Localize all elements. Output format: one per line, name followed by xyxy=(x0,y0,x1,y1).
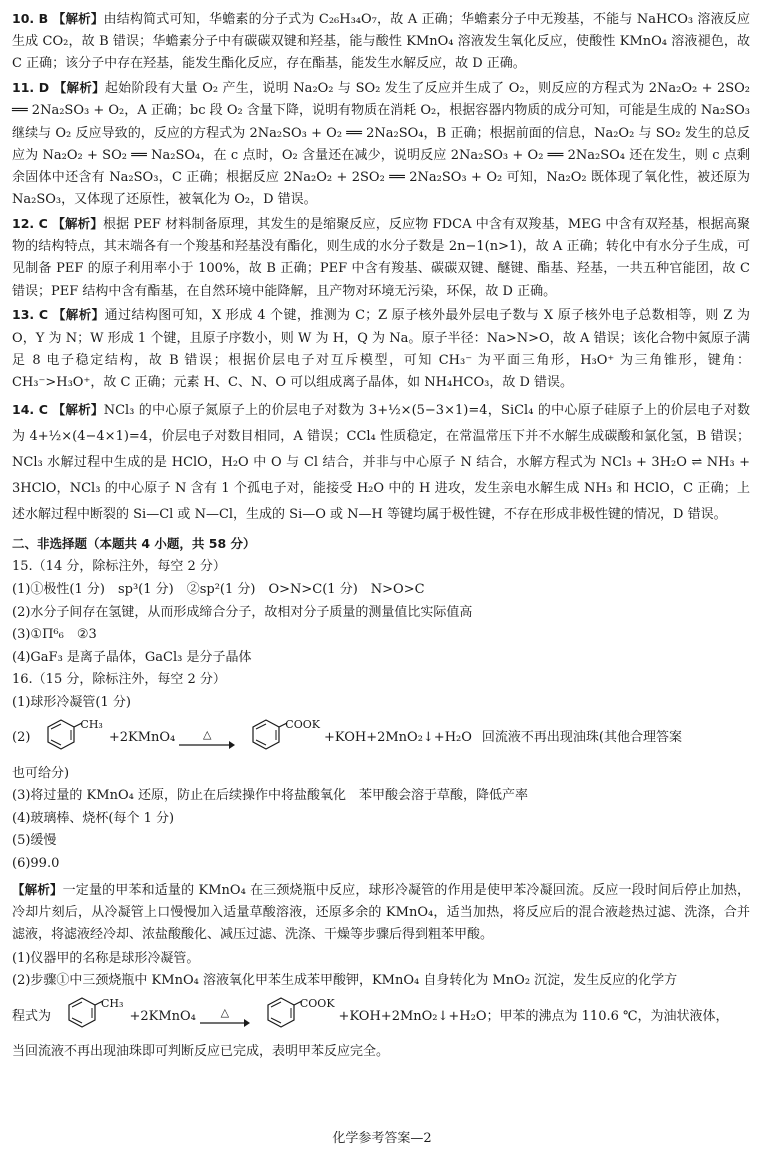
q16-analysis-1: (1)仪器甲的名称是球形冷凝管。 xyxy=(12,950,200,966)
heat-condition: △ xyxy=(203,727,212,741)
q16-analysis-text: 一定量的甲苯和适量的 KMnO₄ 在三颈烧瓶中反应，球形冷凝管的作用是使甲苯冷凝回流。反应一段时间后停止加热，冷却片刻后，从冷凝管上口慢慢加入适量草酸溶液，还原多余的 KMnO₄，适当加热，将反应后的混合液趁热过滤、洗涤，合并滤液，将滤液经冷却、浓盐酸酸化、减压过滤、洗涤、干燥等步骤后得到粗苯甲酸。 xyxy=(12,882,750,942)
eq2-reagent: +2KMnO₄ xyxy=(129,1008,196,1024)
answer-q11 xyxy=(12,77,750,211)
q16-line-4: (4)玻璃棒、烧杯(每个 1 分) xyxy=(12,810,175,826)
q16-line-5: (5)缓慢 xyxy=(12,833,57,849)
q15-line-3: (3)①Π⁶₆ ②3 xyxy=(12,627,97,643)
heat-condition-2: △ xyxy=(220,1005,230,1019)
q16-analysis-3: 当回流液不再出现油珠即可判断反应已完成，表明甲苯反应完全。 xyxy=(12,1043,390,1059)
eq2-prefix: 程式为 xyxy=(12,1008,52,1024)
q12-tag: 12. C 【解析】 xyxy=(12,216,103,232)
q15-line-4: (4)GaF₃ 是离子晶体，GaCl₃ 是分子晶体 xyxy=(12,649,252,665)
q15-line-1: (1)①极性(1 分) sp³(1 分) ②sp²(1 分) O>N>C(1 分) N>O>C xyxy=(12,582,425,598)
reaction-equation-1 xyxy=(12,717,750,761)
q16-analysis-tag: 【解析】 xyxy=(12,881,63,897)
eq2-after: ；甲苯的沸点为 110.6 ℃，为油状液体， xyxy=(486,1008,729,1024)
reaction-equation-2 xyxy=(12,995,750,1039)
arrow-icon xyxy=(179,741,235,749)
reaction-arrow xyxy=(179,729,235,749)
q16-line-6: (6)99.0 xyxy=(12,855,60,871)
answer-q12 xyxy=(12,213,750,303)
q16-line-1: (1)球形冷凝管(1 分) xyxy=(12,695,131,710)
page-footer: 化学参考答案—2 xyxy=(332,1131,432,1146)
section-heading: 二、非选择题（本题共 4 小题，共 58 分） xyxy=(12,536,256,552)
q10-tag: 10. B 【解析】 xyxy=(12,11,104,26)
eq-after: 回流液不再出现油珠(其他合理答案 xyxy=(481,730,682,746)
eq2-ch3: CH₃ xyxy=(101,996,124,1010)
q16-line-3: (3)将过量的 KMnO₄ 还原，防止在后续操作中将盐酸氧化 苯甲酸会溶于草酸，降低产率 xyxy=(12,788,528,804)
q14-text: NCl₃ 的中心原子氮原子上的价层电子对数为 3+½×(5−3×1)=4，SiCl₄ 的中心原子硅原子上的价层电子对数为 4+½×(4−4×1)=4，价层电子对数目相同，A 错误；CCl₄ 性质稳定，在常温常压下并不水解生成碳酸和氯化氢，B 错误；NCl₃ 水解过程中生成的是 HClO，H₂O 中 O 与 Cl 结合，并非与中心原子 N 结合，水解方程式为 NCl₃ + 3H₂O ⇌ NH₃ + 3HClO，NCl₃ 的中心原子 N 含有 1 个孤电子对，能接受 H₂O 中的 H 进攻，发生亲电水解生成 NH₃ 和 HClO，C 正确；上述水解过程中断裂的 Si—Cl 或 N—Cl，生成的 Si—O 或 N—H 等键均属于极性键，不存在形成非极性键的情况，D 错误。 xyxy=(12,403,750,523)
q16-analysis xyxy=(12,879,750,947)
eq-reagent: +2KMnO₄ xyxy=(108,730,176,746)
reaction-arrow-2 xyxy=(200,1007,250,1027)
eq-products: +KOH+2MnO₂↓+H₂O xyxy=(323,730,472,746)
q11-text: 起始阶段有大量 O₂ 产生，说明 Na₂O₂ 与 SO₂ 发生了反应并生成了 O₂，则反应的方程式为 2Na₂O₂ + 2SO₂ ══ 2Na₂SO₃ + O₂，A 正确；bc 段 O₂ 含量下降，说明有物质在消耗 O₂，根据容器内物质的成分可知，可能是生成的 Na₂SO₃ 继续与 O₂ 反应导致的，反应的方程式为 2Na₂SO₃ + O₂ ══ 2Na₂SO₄，B 正确；根据前面的信息，Na₂O₂ 与 SO₂ 发生的总反应为 Na₂O₂ + SO₂ ══ Na₂SO₄，在 c 点时，O₂ 含量还在减少，说明反应 2Na₂SO₃ + O₂ ══ 2Na₂SO₄ 还在发生，则 c 点剩余固体中还含有 Na₂SO₃，C 正确；根据反应 2Na₂O₂ + 2SO₂ ══ 2Na₂SO₃ + O₂ 可知，Na₂O₂ 既体现了氧化性，被还原为 Na₂SO₃，又体现了还原性，被氧化为 O₂，D 错误。 xyxy=(12,81,750,208)
eq2-cook: COOK xyxy=(299,996,335,1010)
answer-q13 xyxy=(12,304,750,394)
eq2-products: +KOH+2MnO₂↓+H₂O xyxy=(338,1008,487,1024)
answer-q16 xyxy=(12,669,750,1063)
eq-ch3: CH₃ xyxy=(80,718,103,732)
q11-tag: 11. D 【解析】 xyxy=(12,80,105,96)
answer-q15 xyxy=(12,556,750,669)
q13-tag: 13. C 【解析】 xyxy=(12,307,105,323)
q13-text: 通过结构图可知，X 形成 4 个键，推测为 C；Z 原子核外最外层电子数与 X 原子核外电子总数相等，则 Z 为 O，Y 为 N；W 形成 1 个键，且原子序数小，则 W 为 H，Q 为 Na。原子半径：Na>N>O，故 A 错误；该化合物中氮原子满足 8 电子稳定结构，故 B 错误；根据价层电子对互斥模型，可知 CH₃⁻ 为平面三角形，H₃O⁺ 为三角锥形，键角：CH₃⁻>H₃O⁺，故 C 正确；元素 H、C、N、O 可以组成离子晶体，如 NH₄HCO₃，故 D 错误。 xyxy=(12,308,750,391)
q15-head: 15.（14 分，除标注外，每空 2 分） xyxy=(12,559,226,575)
arrow-icon-2 xyxy=(200,1019,250,1027)
q16-analysis-2: (2)步骤①中三颈烧瓶中 KMnO₄ 溶液氧化甲苯生成苯甲酸钾，KMnO₄ 自身转化为 MnO₂ 沉淀，发生反应的化学方 xyxy=(12,973,678,989)
eq-prefix: (2) xyxy=(12,730,31,746)
q10-text: 由结构简式可知，华蟾素的分子式为 C₂₆H₃₄O₇，故 A 正确；华蟾素分子中无羧基，不能与 NaHCO₃ 溶液反应生成 CO₂，故 B 错误；华蟾素分子中有碳碳双键和羟基，能与酸性 KMnO₄ 溶液发生氧化反应，使酸性 KMnO₄ 溶液褪色，故 C 正确；该分子中存在羟基，能发生酯化反应，存在酯基，能发生水解反应，故 D 正确。 xyxy=(12,12,751,72)
eq-cook: COOK xyxy=(285,718,320,732)
answer-q14 xyxy=(12,397,750,528)
q16-head: 16.（15 分，除标注外，每空 2 分） xyxy=(12,672,226,688)
q15-line-2: (2)水分子间存在氢键，从而形成缔合分子，故相对分子质量的测量值比实际值高 xyxy=(12,604,473,620)
q16-eq-cont: 也可给分) xyxy=(12,765,70,781)
answer-q10 xyxy=(12,8,750,76)
q14-tag: 14. C 【解析】 xyxy=(12,402,104,418)
q12-text: 根据 PEF 材料制备原理，其发生的是缩聚反应，反应物 FDCA 中含有双羧基，MEG 中含有双羟基，根据高聚物的结构特点，其末端各有一个羧基和羟基没有酯化，则生成的水分子数是 2n−1(n>1)，故 A 正确；转化中有水分子生成，可见制备 PEF 的原子利用率小于 100%，故 B 正确；PEF 中含有羧基、碳碳双键、醚键、酯基、羟基，一共五种官能团，故 C 错误；PEF 结构中含有酯基，在自然环境中能降解，且产物对环境无污染，环保，故 D 正确。 xyxy=(12,217,750,299)
